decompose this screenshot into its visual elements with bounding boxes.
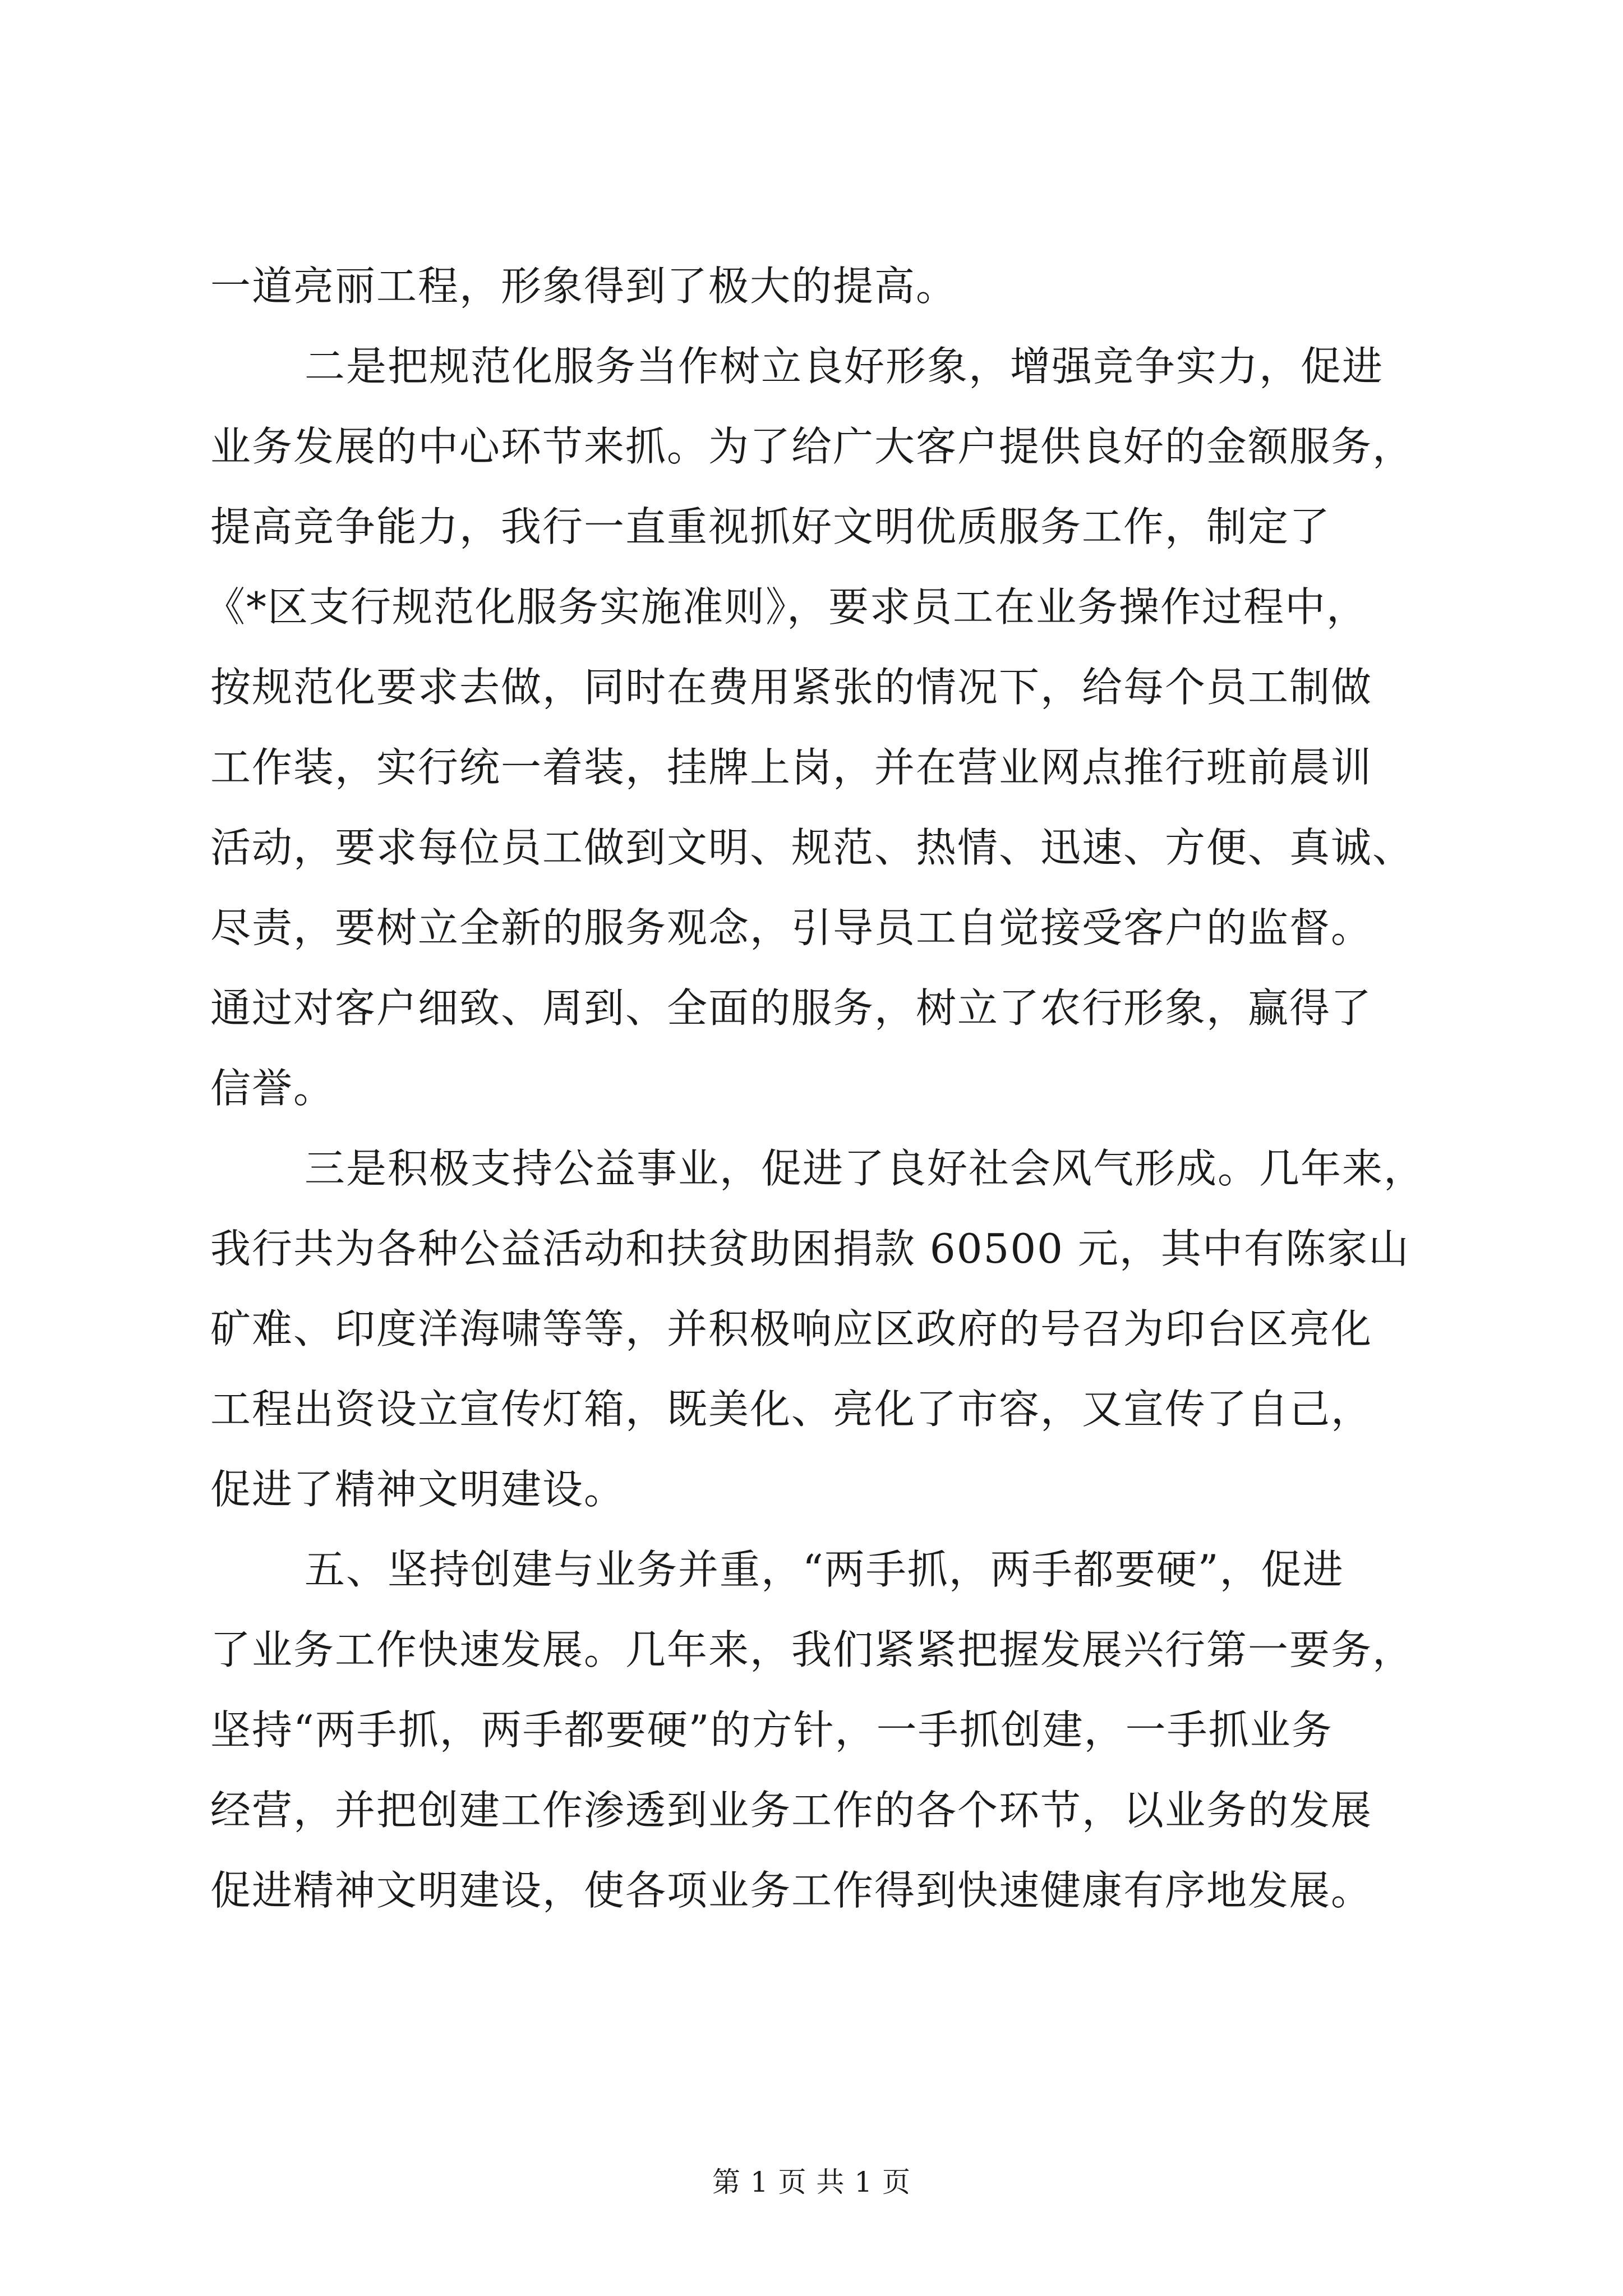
text-line: 工作装，实行统一着装，挂牌上岗，并在营业网点推行班前晨训 <box>210 744 1373 791</box>
text-line: 五、坚持创建与业务并重，“两手抓，两手都要硬”，促进 <box>305 1546 1344 1593</box>
text-line: 促进精神文明建设，使各项业务工作得到快速健康有序地发展。 <box>210 1867 1373 1914</box>
text-line: 矿难、印度洋海啸等等，并积极响应区政府的号召为印台区亮化 <box>210 1305 1373 1352</box>
text-line: 了业务工作快速发展。几年来，我们紧紧把握发展兴行第一要务， <box>210 1626 1414 1673</box>
text-line: 三是积极支持公益事业，促进了良好社会风气形成。几年来， <box>305 1145 1426 1192</box>
text-line: 《*区支行规范化服务实施准则》，要求员工在业务操作过程中， <box>205 583 1368 631</box>
text-line: 二是把规范化服务当作树立良好形象，增强竞争实力，促进 <box>305 343 1384 390</box>
text-line: 一道亮丽工程，形象得到了极大的提高。 <box>210 263 958 310</box>
text-line: 坚持“两手抓，两手都要硬”的方针，一手抓创建，一手抓业务 <box>210 1706 1333 1754</box>
text-line: 信誉。 <box>210 1065 335 1112</box>
text-line: 业务发展的中心环节来抓。为了给广大客户提供良好的金额服务， <box>210 423 1414 470</box>
text-line: 活动，要求每位员工做到文明、规范、热情、迅速、方便、真诚、 <box>210 824 1414 871</box>
text-line: 通过对客户细致、周到、全面的服务，树立了农行形象，赢得了 <box>210 984 1373 1032</box>
text-line: 提高竞争能力，我行一直重视抓好文明优质服务工作，制定了 <box>210 503 1331 550</box>
text-line: 我行共为各种公益活动和扶贫助困捐款 60500 元，其中有陈家山 <box>210 1225 1410 1272</box>
text-line: 按规范化要求去做，同时在费用紧张的情况下，给每个员工制做 <box>210 664 1373 711</box>
text-line: 经营，并把创建工作渗透到业务工作的各个环节，以业务的发展 <box>210 1787 1373 1834</box>
text-line: 尽责，要树立全新的服务观念，引导员工自觉接受客户的监督。 <box>210 904 1373 951</box>
page-footer <box>0 2162 1623 2202</box>
text-line: 工程出资设立宣传灯箱，既美化、亮化了市容，又宣传了自己， <box>210 1386 1373 1433</box>
text-line: 促进了精神文明建设。 <box>210 1466 626 1513</box>
page-number: 第 1 页 共 1 页 <box>712 2166 911 2198</box>
